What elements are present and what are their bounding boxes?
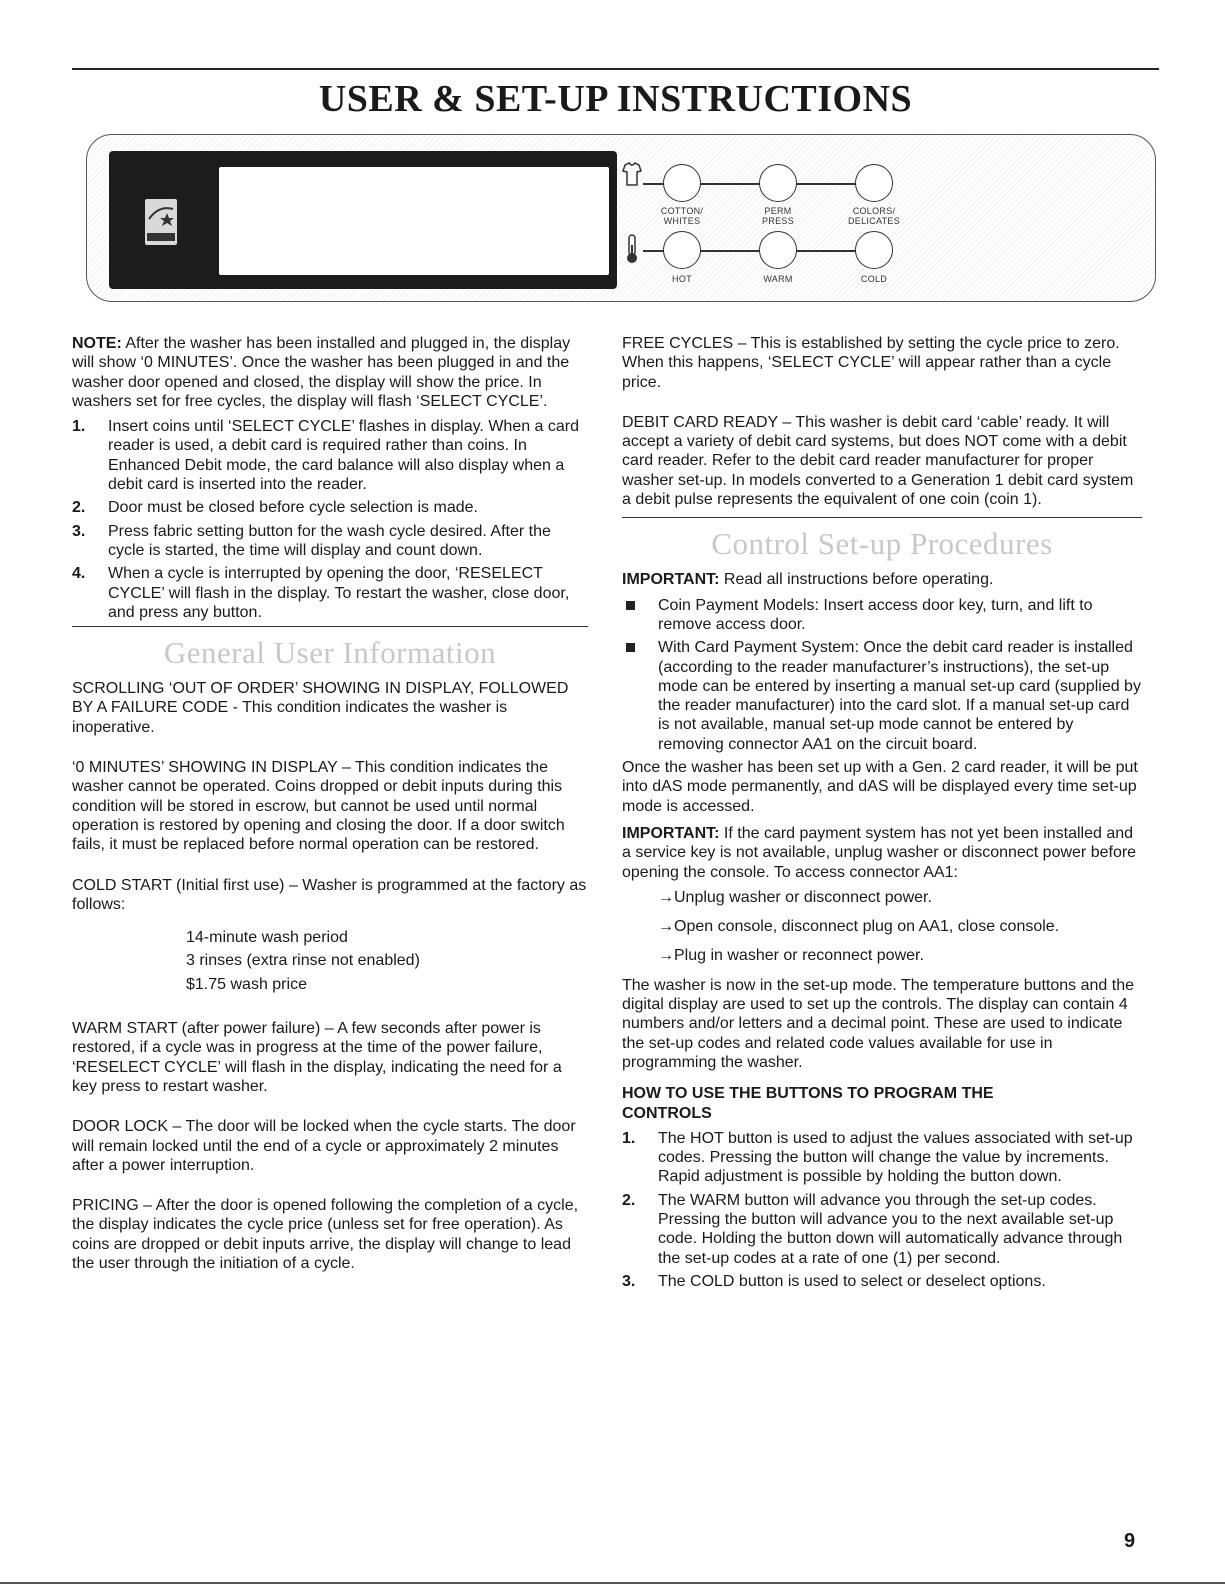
thermometer-icon <box>625 233 639 270</box>
step-number: 2. <box>622 1191 636 1209</box>
digital-display-window <box>219 167 609 275</box>
howto-steps <box>622 1129 1142 1291</box>
warm-button[interactable] <box>759 231 797 269</box>
step-text: Insert coins until ‘SELECT CYCLE’ flashes in display. When a card reader is used, a debit card is required rather than coins. In Enhanced Debit mode, the card balance will also display when a debit card is inserted into the reader. <box>108 418 580 494</box>
step-number: 1. <box>622 1129 636 1147</box>
important-text: Read all instructions before operating. <box>719 571 994 589</box>
square-bullet-icon <box>626 643 635 652</box>
note-label: NOTE: <box>72 335 122 352</box>
access-steps <box>622 888 1142 966</box>
step-number: 3. <box>622 1272 636 1290</box>
important-label: IMPORTANT: <box>622 824 720 842</box>
warm-label: WARM <box>763 274 793 284</box>
step-number: 1. <box>72 418 86 436</box>
page-number: 9 <box>1124 1530 1136 1552</box>
free-cycles-paragraph: FREE CYCLES – This is established by setting the cycle price to zero. When this happens, ‘SELECT CYCLE’ will appear rather than a cycle price. <box>622 335 1120 391</box>
payment-bullets <box>622 596 1142 754</box>
right-column <box>622 334 1142 1295</box>
colors-delicates-button[interactable] <box>855 164 893 202</box>
list-item <box>622 1272 1142 1291</box>
important-text: If the card payment system has not yet been installed and a service key is not available, unplug washer or disconnect power before opening the console. To access connector AA1: <box>622 824 1137 881</box>
control-setup-heading: Control Set-up Procedures <box>711 526 1053 562</box>
list-item <box>622 596 1142 635</box>
step-number: 4. <box>72 565 86 583</box>
list-item <box>622 1191 1142 1268</box>
step-text: When a cycle is interrupted by opening the door, ‘RESELECT CYCLE’ will flash in the display. To restart the washer, close door, and press any button. <box>108 565 570 621</box>
bullet-text: Coin Payment Models: Insert access door key, turn, and lift to remove access door. <box>658 596 1093 633</box>
usage-steps <box>72 417 588 622</box>
step-number: 2. <box>72 499 86 517</box>
step-text: Door must be closed before cycle selection is made. <box>108 499 478 517</box>
section-divider <box>72 626 588 627</box>
arrow-step: →Plug in washer or reconnect power. <box>658 947 924 965</box>
default-wash-period: 14-minute wash period <box>186 929 348 947</box>
step-text: The HOT button is used to adjust the values associated with set-up codes. Pressing the button will change the value by increments. Rapid adjustment is possible by holding the button down. <box>658 1129 1133 1186</box>
door-lock-paragraph: DOOR LOCK – The door will be locked when the cycle starts. The door will remain locked until the end of a cycle or approximately 2 minutes after a power interruption. <box>72 1118 576 1174</box>
important-label: IMPORTANT: <box>622 571 720 589</box>
step-text: Press fabric setting button for the wash cycle desired. After the cycle is started, the time will display and count down. <box>108 522 551 559</box>
list-item <box>72 417 588 494</box>
default-rinses: 3 rinses (extra rinse not enabled) <box>186 952 420 970</box>
panel-button-group <box>621 147 951 297</box>
important-paragraph-2 <box>622 824 1142 882</box>
list-item <box>72 522 588 561</box>
shirt-icon <box>621 161 643 192</box>
default-price: $1.75 wash price <box>186 975 307 993</box>
list-item <box>622 638 1142 754</box>
pricing-paragraph: PRICING – After the door is opened following the completion of a cycle, the display indicates the cycle price (unless set for free operation). As coins are dropped or debit inputs arrive, the display will change to lead the user through the initiation of a cycle. <box>72 1197 579 1272</box>
section-divider <box>622 517 1142 518</box>
cold-start-paragraph: COLD START (Initial first use) – Washer is programmed at the factory as follows: <box>72 876 587 913</box>
cotton-whites-label: COTTON/ WHITES <box>660 206 704 226</box>
cotton-whites-button[interactable] <box>663 164 701 202</box>
important-paragraph-1 <box>622 570 1142 589</box>
note-paragraph <box>72 334 588 411</box>
general-info-heading: General User Information <box>163 635 497 671</box>
setup-mode-paragraph: The washer is now in the set-up mode. The temperature buttons and the digital display are used to set up the controls. The display can contain 4 numbers and/or letters and a decimal point. These are used to indicate the set-up codes and related code values available for use in programming the washer. <box>622 976 1134 1071</box>
square-bullet-icon <box>626 601 635 610</box>
perm-press-label: PERM PRESS <box>761 206 794 226</box>
zero-minutes-paragraph: ‘0 MINUTES’ SHOWING IN DISPLAY – This condition indicates the washer cannot be operated. Coins dropped or debit inputs during this condition will be stored in escrow, but cannot be used until normal operation is restored by opening and closing the door. If a door switch fails, it must be replaced before normal operation can be restored. <box>72 759 565 854</box>
hot-button[interactable] <box>663 231 701 269</box>
arrow-step: →Unplug washer or disconnect power. <box>658 888 932 906</box>
list-item <box>72 498 588 517</box>
cold-button[interactable] <box>855 231 893 269</box>
page-title: USER & SET-UP INSTRUCTIONS <box>318 78 913 120</box>
colors-delicates-label: COLORS/ DELICATES <box>847 206 901 226</box>
bottom-rule <box>0 1582 1225 1584</box>
step-text: The WARM button will advance you through the set-up codes. Pressing the button will advance you to the next available set-up code. Holding the button down will automatically advance through the set-up codes at a rate of one (1) per second. <box>658 1191 1123 1267</box>
debit-ready-paragraph: DEBIT CARD READY – This washer is debit card ‘cable’ ready. It will accept a variety of debit card systems, but does NOT come with a debit card reader. Refer to the debit card reader manufacturer for proper washer set-up. In models converted to a Generation 1 debit card system a debit pulse represents the equivalent of one coin (coin 1). <box>622 413 1134 509</box>
energy-star-logo <box>145 199 177 245</box>
step-text: The COLD button is used to select or deselect options. <box>658 1272 1046 1290</box>
cold-label: COLD <box>860 274 888 284</box>
top-rule <box>72 68 1159 70</box>
factory-defaults <box>72 928 588 994</box>
perm-press-button[interactable] <box>759 164 797 202</box>
bullet-text: With Card Payment System: Once the debit card reader is installed (according to the reader manufacturer’s instructions), the set-up mode can be entered by inserting a manual set-up card (supplied by the reader manufacturer) into the card slot. If a manual set-up card is not available, manual set-up mode cannot be entered by removing connector AA1 on the circuit board. <box>658 639 1141 753</box>
list-item <box>622 1129 1142 1187</box>
list-item <box>72 564 588 622</box>
arrow-step: →Open console, disconnect plug on AA1, close console. <box>658 918 1060 936</box>
gen2-paragraph: Once the washer has been set up with a Gen. 2 card reader, it will be put into dAS mode permanently, and dAS will be displayed every time set-up mode is accessed. <box>622 759 1138 815</box>
warm-start-paragraph: WARM START (after power failure) – A few seconds after power is restored, if a cycle was in progress at the time of the power failure, ‘RESELECT CYCLE’ will flash in the display, indicating the need for a key press to restart washer. <box>72 1020 562 1095</box>
hot-label: HOT <box>672 274 692 284</box>
step-number: 3. <box>72 522 86 540</box>
console-dark-area <box>109 151 617 289</box>
left-column <box>72 334 588 1273</box>
howto-heading: HOW TO USE THE BUTTONS TO PROGRAM THE CONTROLS <box>622 1085 994 1122</box>
note-text: After the washer has been installed and plugged in, the display will show ‘0 MINUTES’. Once the washer has been plugged in and the washer door opened and closed, the display will show the price. In washers set for free cycles, the display will flash ‘SELECT CYCLE’. <box>72 335 571 410</box>
control-panel-illustration <box>86 134 1156 302</box>
scrolling-paragraph: SCROLLING ‘OUT OF ORDER’ SHOWING IN DISPLAY, FOLLOWED BY A FAILURE CODE - This condition indicates the washer is inoperative. <box>72 680 569 736</box>
